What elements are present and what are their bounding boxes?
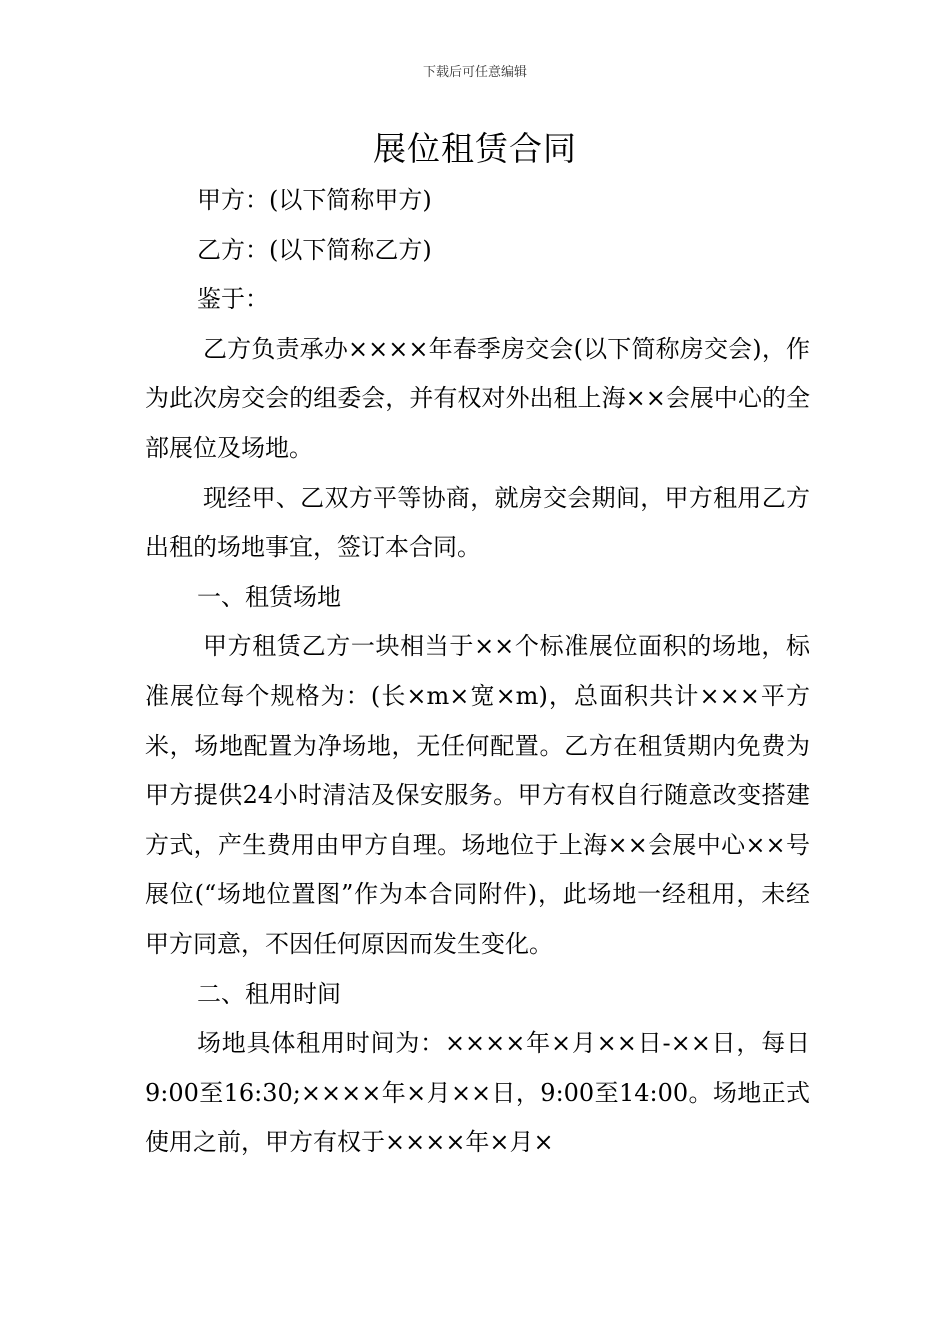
section-2-heading: 二、租用时间 <box>197 979 341 1008</box>
document-body <box>145 176 810 1168</box>
whereas-line: 鉴于： <box>197 285 269 314</box>
party-b-line: 乙方：(以下简称乙方) <box>197 235 432 264</box>
page-header-note: 下载后可任意编辑 <box>422 65 527 80</box>
section-1-heading: 一、租赁场地 <box>197 582 341 611</box>
document-title: 展位租赁合同 <box>373 129 577 168</box>
section-1-text: 甲方租赁乙方一块相当于××个标准展位面积的场地，标准展位每个规格为：(长×m×宽×m)，总面积共计×××平方米，场地配置为净场地，无任何配置。乙方在租赁期内免费为甲方提供24小时清洁及保安服务。甲方有权自行随意改变搭建方式，产生费用由甲方自理。场地位于上海××会展中心××号展位(“场地位置图”作为本合同附件)，此场地一经租用，未经甲方同意，不因任何原因而发生变化。 <box>145 632 810 958</box>
party-a-line: 甲方：(以下简称甲方) <box>197 186 432 214</box>
section-2-text: 场地具体租用时间为：××××年×月××日-××日，每日9:00至16:30;××××年×月××日，9:00至14:00。场地正式使用之前，甲方有权于××××年×月× <box>145 1029 810 1157</box>
paragraph-1: 乙方负责承办××××年春季房交会(以下简称房交会)，作为此次房交会的组委会，并有权对外出租上海××会展中心的全部展位及场地。 <box>145 334 810 462</box>
paragraph-2: 现经甲、乙双方平等协商，就房交会期间，甲方租用乙方出租的场地事宜，签订本合同。 <box>145 483 810 562</box>
